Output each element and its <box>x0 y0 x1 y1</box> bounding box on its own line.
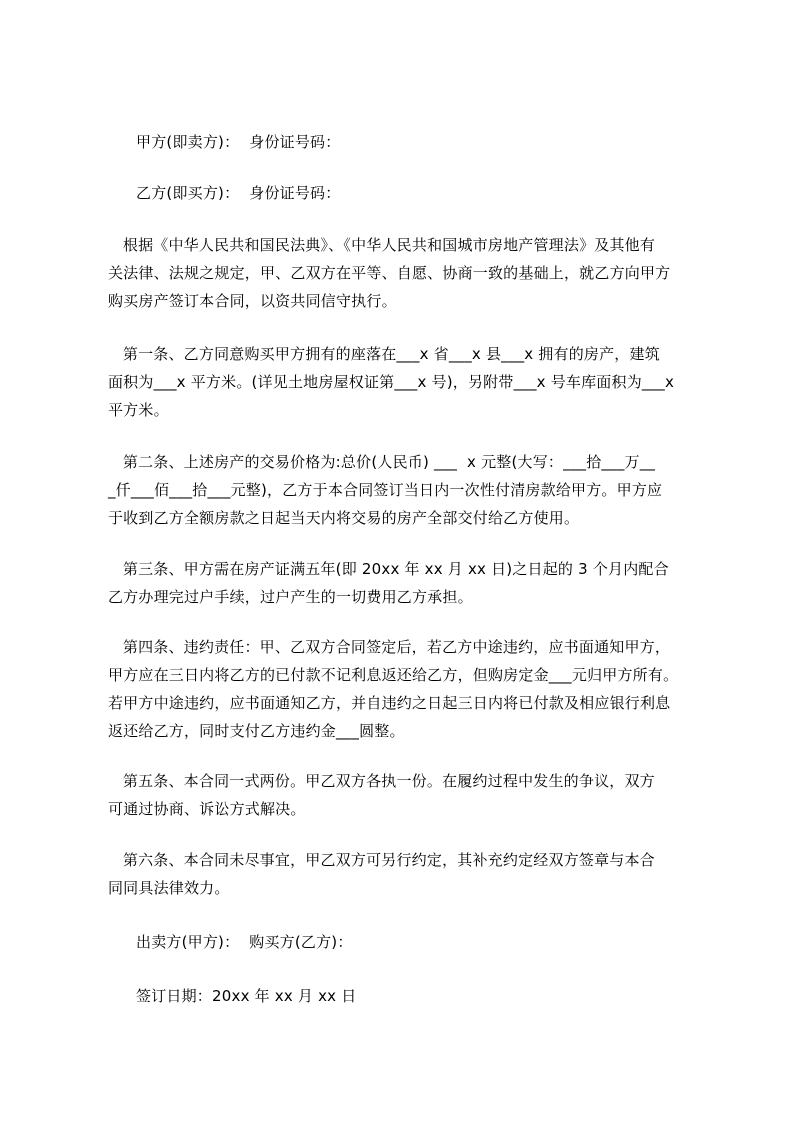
article-line: 面积为___x 平方米。(详见土地房屋权证第___x 号)，另附带___x 号车库面积为___x <box>103 373 675 391</box>
seller-id-line: 甲方(即卖方)： 身份证号码： <box>136 133 341 151</box>
article-line: 若甲方中途违约，应书面通知乙方，并自违约之日起三日内将已付款及相应银行利息 <box>103 694 671 712</box>
article-6 <box>103 846 703 902</box>
article-line: 第五条、本合同一式两份。甲乙双方各执一份。在履约过程中发生的争议，双方 <box>103 772 655 790</box>
preamble-line: 根据《中华人民共和国民法典》、《中华人民共和国城市房地产管理法》及其他有 <box>103 236 656 254</box>
preamble-line: 购买房产签订本合同，以资共同信守执行。 <box>103 292 397 310</box>
article-line: 第三条、甲方需在房产证满五年(即 20xx 年 xx 月 xx 日)之日起的 3 个月内配合 <box>103 560 669 578</box>
article-line: 第二条、上述房产的交易价格为:总价(人民币) ___ x 元整(大写：___拾___万__ <box>103 453 656 471</box>
buyer-id-line: 乙方(即买方)： 身份证号码： <box>136 184 341 202</box>
article-5 <box>103 767 703 823</box>
article-line: 于收到乙方全额房款之日起当天内将交易的房产全部交付给乙方使用。 <box>103 509 580 527</box>
signature-line: 出卖方(甲方)： 购买方(乙方)： <box>136 933 353 951</box>
preamble-line: 关法律、法规之规定，甲、乙双方在平等、自愿、协商一致的基础上，就乙方向甲方 <box>103 264 671 282</box>
article-line: 第一条、乙方同意购买甲方拥有的座落在___x 省___x 县___x 拥有的房产，建筑 <box>103 345 660 363</box>
article-line: 平方米。 <box>103 401 169 419</box>
article-line: 可通过协商、诉讼方式解决。 <box>103 800 306 818</box>
article-line: 甲方应在三日内将乙方的已付款不记利息返还给乙方，但购房定金___元归甲方所有。 <box>103 666 679 684</box>
article-2 <box>103 448 703 532</box>
article-3 <box>103 555 703 611</box>
article-line: 第六条、本合同未尽事宜，甲乙双方可另行约定，其补充约定经双方签章与本合 <box>103 851 655 869</box>
article-4 <box>103 633 703 745</box>
article-line: 乙方办理完过户手续，过户产生的一切费用乙方承担。 <box>103 588 473 606</box>
article-line: 返还给乙方，同时支付乙方违约金___圆整。 <box>103 722 405 740</box>
signing-date-line: 签订日期：20xx 年 xx 月 xx 日 <box>136 987 357 1005</box>
article-1 <box>103 340 703 424</box>
article-line: 同同具法律效力。 <box>103 879 230 897</box>
article-line: 第四条、违约责任：甲、乙双方合同签定后，若乙方中途违约，应书面通知甲方， <box>103 638 671 656</box>
article-line: _仟___佰___拾___元整)，乙方于本合同签订当日内一次性付清房款给甲方。甲方应 <box>103 481 663 499</box>
preamble-paragraph <box>103 231 703 315</box>
